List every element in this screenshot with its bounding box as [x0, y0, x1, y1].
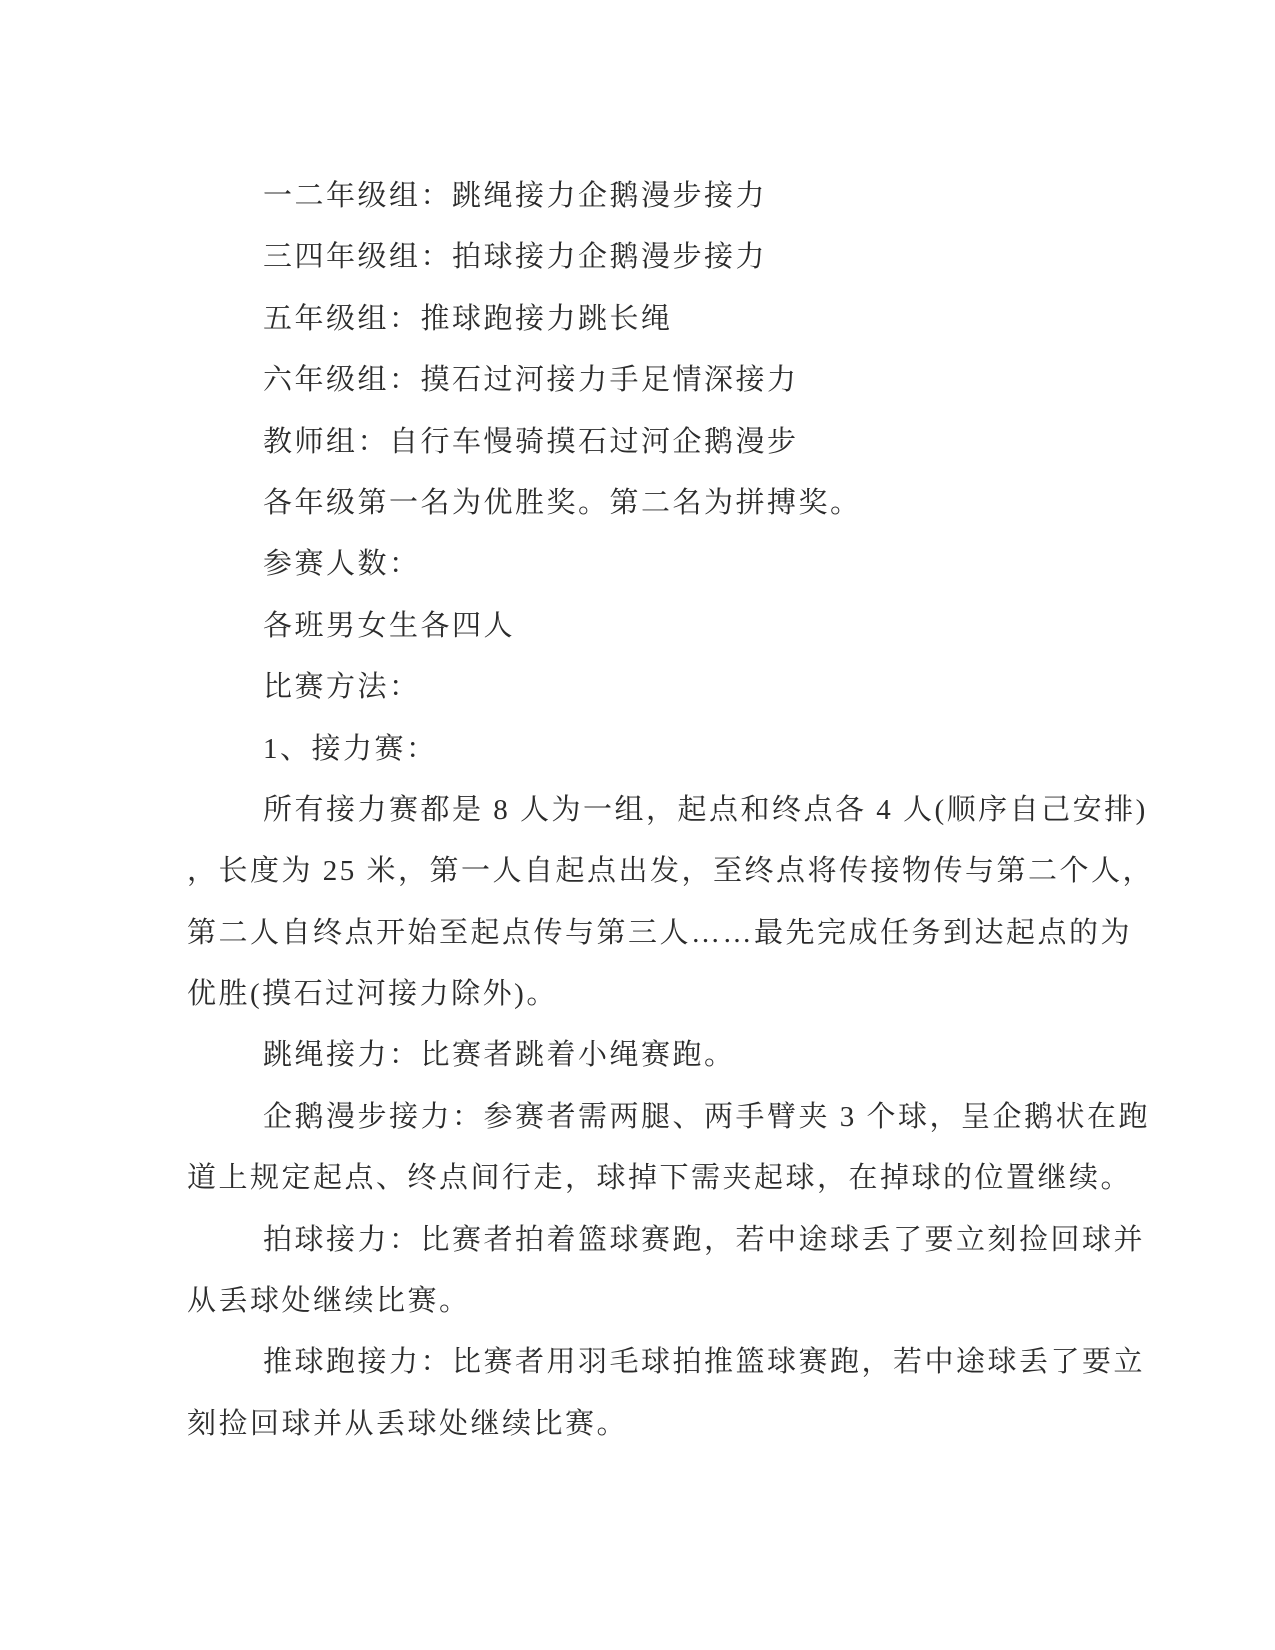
text-line: 第二人自终点开始至起点传与第三人……最先完成任务到达起点的为 — [187, 916, 1133, 949]
text-line: ，长度为 25 米，第一人自起点出发，至终点将传接物传与第二个人， — [187, 855, 1155, 888]
text-line: 企鹅漫步接力：参赛者需两腿、两手臂夹 3 个球，呈企鹅状在跑 — [263, 1100, 1151, 1133]
text-line: 所有接力赛都是 8 人为一组，起点和终点各 4 人(顺序自己安排) — [263, 793, 1148, 826]
text-line: 各班男女生各四人 — [263, 609, 516, 642]
text-line: 三四年级组：拍球接力企鹅漫步接力 — [263, 241, 768, 274]
text-line: 参赛人数： — [263, 548, 421, 581]
text-line: 各年级第一名为优胜奖。第二名为拼搏奖。 — [263, 486, 862, 519]
text-line: 道上规定起点、终点间行走，球掉下需夹起球，在掉球的位置继续。 — [187, 1162, 1133, 1195]
text-line: 从丢球处继续比赛。 — [187, 1285, 471, 1318]
text-line: 比赛方法： — [263, 671, 421, 704]
text-line: 拍球接力：比赛者拍着篮球赛跑，若中途球丢了要立刻捡回球并 — [263, 1223, 1146, 1256]
text-line: 跳绳接力：比赛者跳着小绳赛跑。 — [263, 1039, 736, 1072]
text-line: 教师组：自行车慢骑摸石过河企鹅漫步 — [263, 425, 799, 458]
text-line: 推球跑接力：比赛者用羽毛球拍推篮球赛跑，若中途球丢了要立 — [263, 1346, 1146, 1379]
document-body — [0, 166, 1275, 1455]
text-line: 六年级组：摸石过河接力手足情深接力 — [263, 364, 799, 397]
text-line: 1、接力赛： — [263, 732, 438, 765]
text-line: 优胜(摸石过河接力除外)。 — [187, 978, 558, 1011]
text-line: 一二年级组：跳绳接力企鹅漫步接力 — [263, 180, 768, 212]
text-line: 五年级组：推球跑接力跳长绳 — [263, 302, 673, 335]
text-line: 刻捡回球并从丢球处继续比赛。 — [187, 1407, 629, 1440]
